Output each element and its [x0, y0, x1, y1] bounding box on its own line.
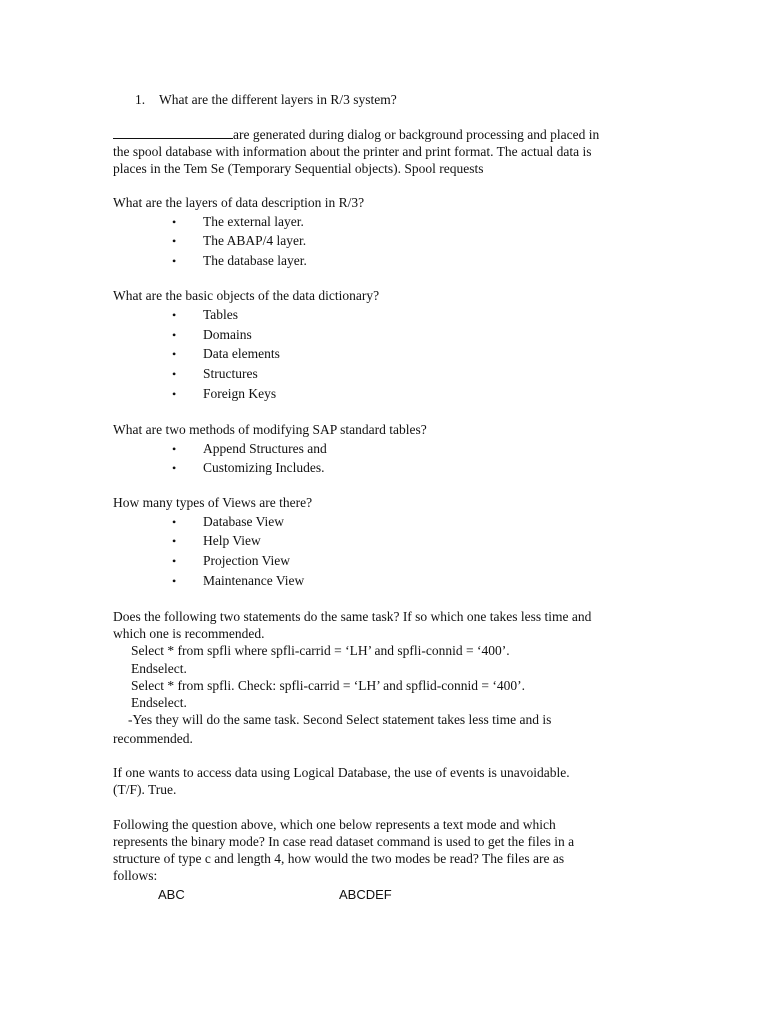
statements-question-line-2: which one is recommended.	[113, 626, 265, 641]
bullet-icon: •	[172, 254, 177, 268]
list-item: • Append Structures and	[172, 441, 327, 456]
bullet-icon: •	[172, 234, 177, 248]
bullet-icon: •	[172, 442, 177, 456]
list-item: • Database View	[172, 514, 285, 529]
answer-blank	[113, 126, 233, 139]
bullet-icon: •	[172, 328, 177, 342]
list-item: • Structures	[172, 366, 258, 381]
modes-question-line-3: structure of type c and length 4, how would the two modes be read? The files are as	[113, 851, 565, 866]
statements-answer-line-1: -Yes they will do the same task. Second Select statement takes less time and is	[128, 712, 552, 727]
question-1	[135, 91, 397, 108]
modes-question-line-2: represents the binary mode? In case read dataset command is used to get the files in a	[113, 834, 575, 849]
modes-question-line-1: Following the question above, which one below represents a text mode and which	[113, 817, 556, 832]
logical-question-line-1: If one wants to access data using Logical Database, the use of events is unavoidable.	[113, 765, 570, 780]
views-question: How many types of Views are there?	[113, 495, 313, 510]
bullet-icon: •	[172, 574, 177, 588]
bullet-icon: •	[172, 367, 177, 381]
statements-answer-line-2: recommended.	[113, 731, 193, 746]
list-item: • Maintenance View	[172, 573, 305, 588]
question-number: 1.	[135, 92, 146, 107]
list-item: • The database layer.	[172, 253, 307, 268]
file-example-2: ABCDEF	[339, 887, 392, 902]
code-line: Select * from spfli where spfli-carrid = ‘LH’ and spfli-connid = ‘400’.	[131, 643, 510, 658]
bullet-icon: •	[172, 347, 177, 361]
list-item: • The ABAP/4 layer.	[172, 233, 307, 248]
bullet-icon: •	[172, 554, 177, 568]
file-example-1: ABC	[158, 887, 185, 902]
code-line: Select * from spfli. Check: spfli-carrid = ‘LH’ and spflid-connid = ‘400’.	[131, 678, 525, 693]
list-item: • Help View	[172, 533, 261, 548]
bullet-icon: •	[172, 461, 177, 475]
list-item: • Projection View	[172, 553, 291, 568]
list-item: • The external layer.	[172, 214, 304, 229]
code-line: Endselect.	[131, 695, 187, 710]
bullet-icon: •	[172, 308, 177, 322]
dictionary-question: What are the basic objects of the data dictionary?	[113, 288, 380, 303]
list-item: • Data elements	[172, 346, 280, 361]
statements-question-line-1: Does the following two statements do the same task? If so which one takes less time and	[113, 609, 592, 624]
layers-question: What are the layers of data description in R/3?	[113, 195, 365, 210]
question-text: What are the different layers in R/3 system?	[159, 92, 397, 107]
bullet-icon: •	[172, 515, 177, 529]
spool-paragraph-line-1: are generated during dialog or background processing and placed in	[113, 126, 599, 143]
code-line: Endselect.	[131, 661, 187, 676]
list-item: • Foreign Keys	[172, 386, 277, 401]
list-item: • Customizing Includes.	[172, 460, 325, 475]
list-item: • Domains	[172, 327, 252, 342]
list-item: • Tables	[172, 307, 239, 322]
spool-paragraph-line-3: places in the Tem Se (Temporary Sequential objects). Spool requests	[113, 161, 484, 176]
bullet-icon: •	[172, 387, 177, 401]
bullet-icon: •	[172, 215, 177, 229]
modes-question-line-4: follows:	[113, 868, 158, 883]
modifying-question: What are two methods of modifying SAP standard tables?	[113, 422, 427, 437]
logical-question-line-2: (T/F). True.	[113, 782, 177, 797]
bullet-icon: •	[172, 534, 177, 548]
spool-paragraph-line-2: the spool database with information about the printer and print format. The actual data is	[113, 144, 592, 159]
